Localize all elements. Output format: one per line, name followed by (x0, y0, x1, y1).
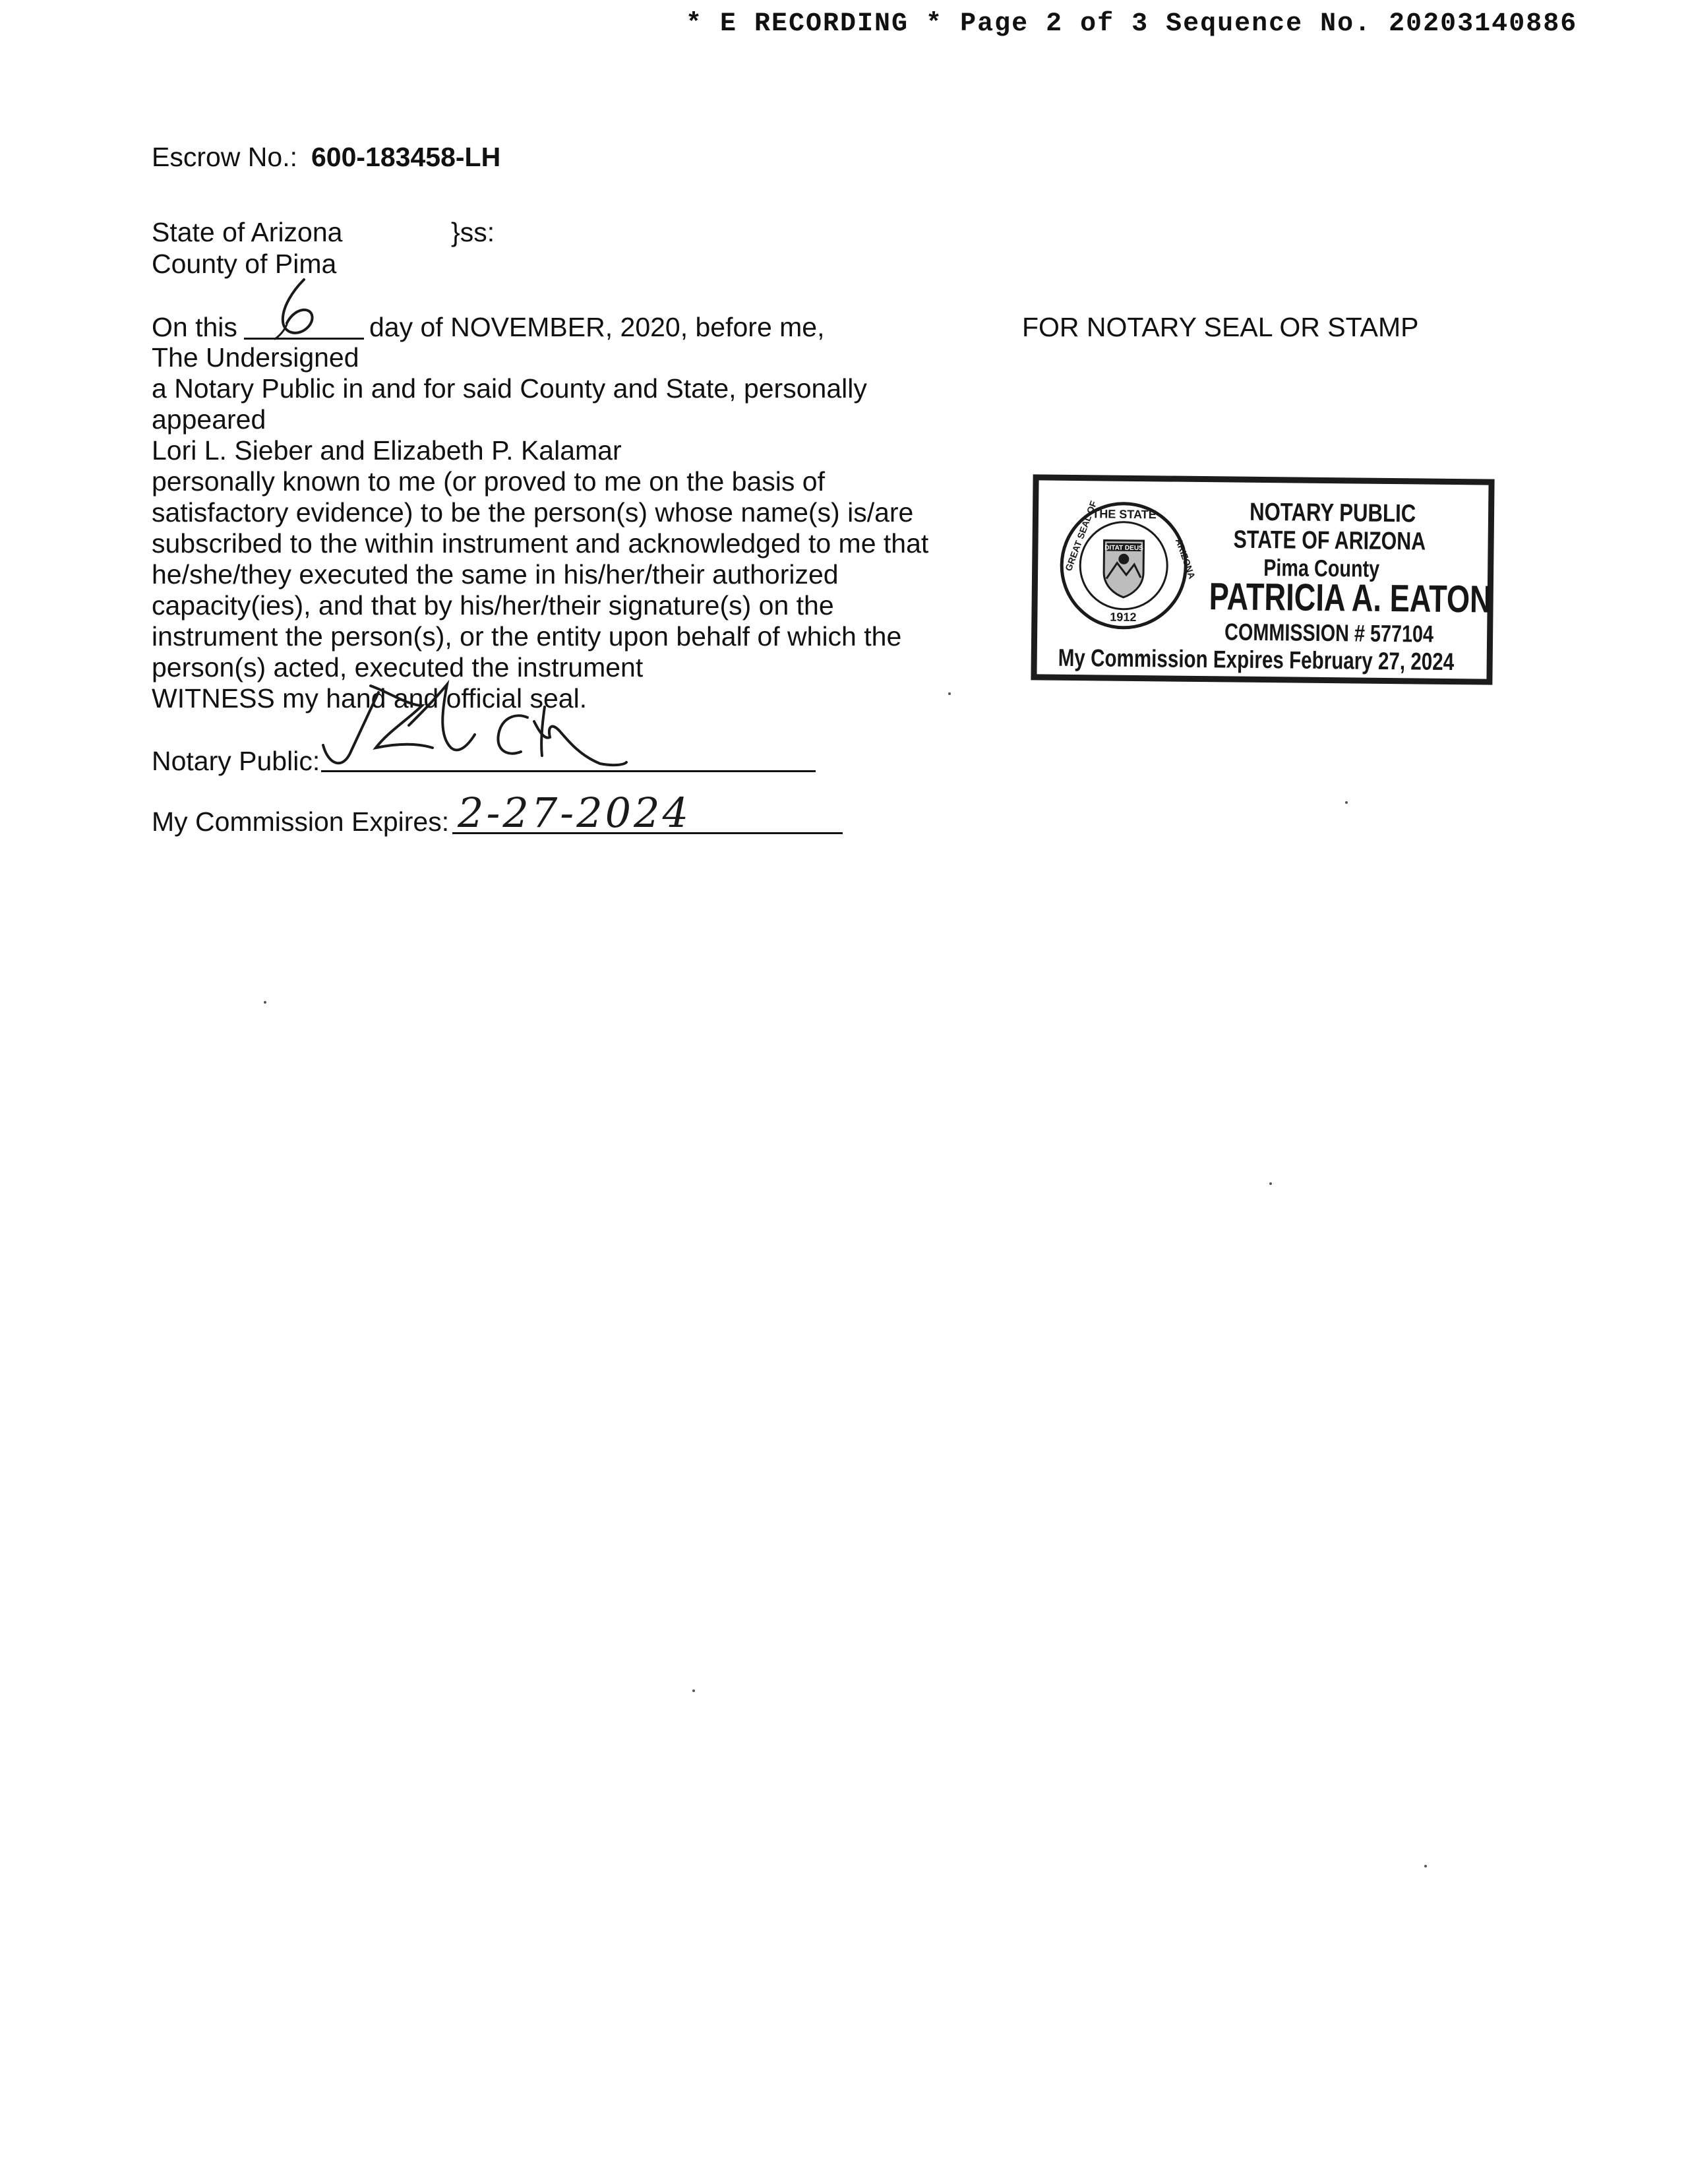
ack-signers: Lori L. Sieber and Elizabeth P. Kalamar (152, 435, 622, 466)
recording-header: * E RECORDING * Page 2 of 3 Sequence No. 20203140886 (686, 9, 1578, 39)
scan-speck (1269, 1182, 1272, 1185)
ack-line-7: satisfactory evidence) to be the person(s) whose name(s) is/are (152, 497, 914, 528)
notary-signature (310, 666, 626, 778)
stamp-title: NOTARY PUBLIC (1249, 498, 1416, 528)
seal-text-right: ARIZONA (1173, 537, 1198, 580)
day-suffix-text: day of NOVEMBER, 2020, before me, (369, 312, 825, 342)
commission-expires-label: My Commission Expires: (152, 806, 450, 837)
venue-county: County of Pima (152, 249, 337, 279)
on-this-label: On this (152, 312, 237, 342)
escrow-label: Escrow No.: (152, 142, 297, 172)
venue-ss: }ss: (451, 217, 495, 247)
notary-stamp (1031, 474, 1494, 684)
seal-motto: DITAT DEUS (1104, 544, 1143, 553)
seal-area-label: FOR NOTARY SEAL OR STAMP (1022, 312, 1419, 342)
seal-year: 1912 (1110, 610, 1137, 624)
ack-line-9: he/she/they executed the same in his/her/their authorized (152, 559, 839, 590)
scan-speck (264, 1001, 266, 1004)
expires-handwritten-text: 2-27-2024 (458, 789, 692, 837)
arizona-seal-icon (1057, 499, 1198, 632)
ack-line-4: appeared (152, 404, 266, 435)
notary-public-label: Notary Public: (152, 746, 320, 776)
seal-text-left: GREAT SEAL OF (1062, 499, 1099, 573)
scan-speck (692, 1689, 695, 1692)
stamp-state: STATE OF ARIZONA (1233, 526, 1426, 556)
ack-line-11: instrument the person(s), or the entity upon behalf of which the (152, 621, 902, 652)
commission-expires-handwritten (455, 783, 706, 836)
venue-state: State of Arizona (152, 217, 343, 247)
ack-line-6: personally known to me (or proved to me on the basis of (152, 466, 825, 497)
ack-line-3: a Notary Public in and for said County and State, personally (152, 373, 867, 404)
scan-speck (1345, 801, 1348, 804)
escrow-number: 600-183458-LH (311, 142, 501, 172)
ack-line-2: The Undersigned (152, 342, 359, 373)
stamp-expires: My Commission Expires February 27, 2024 (1058, 644, 1455, 676)
stamp-county: Pima County (1263, 554, 1380, 582)
ack-witness-line: WITNESS my hand and official seal. (152, 683, 588, 713)
ack-line-12: person(s) acted, executed the instrument (152, 652, 644, 682)
seal-text-top: THE STATE (1092, 507, 1157, 522)
ack-line-8: subscribed to the within instrument and acknowledged to me that (152, 528, 929, 559)
day-handwritten-mark (267, 276, 333, 342)
ack-line-10: capacity(ies), and that by his/her/their signature(s) on the (152, 590, 834, 621)
stamp-commission: COMMISSION # 577104 (1224, 618, 1434, 648)
scan-speck (948, 692, 951, 695)
scan-speck (1424, 1865, 1427, 1867)
stamp-notary-name: PATRICIA A. EATON (1209, 575, 1492, 621)
